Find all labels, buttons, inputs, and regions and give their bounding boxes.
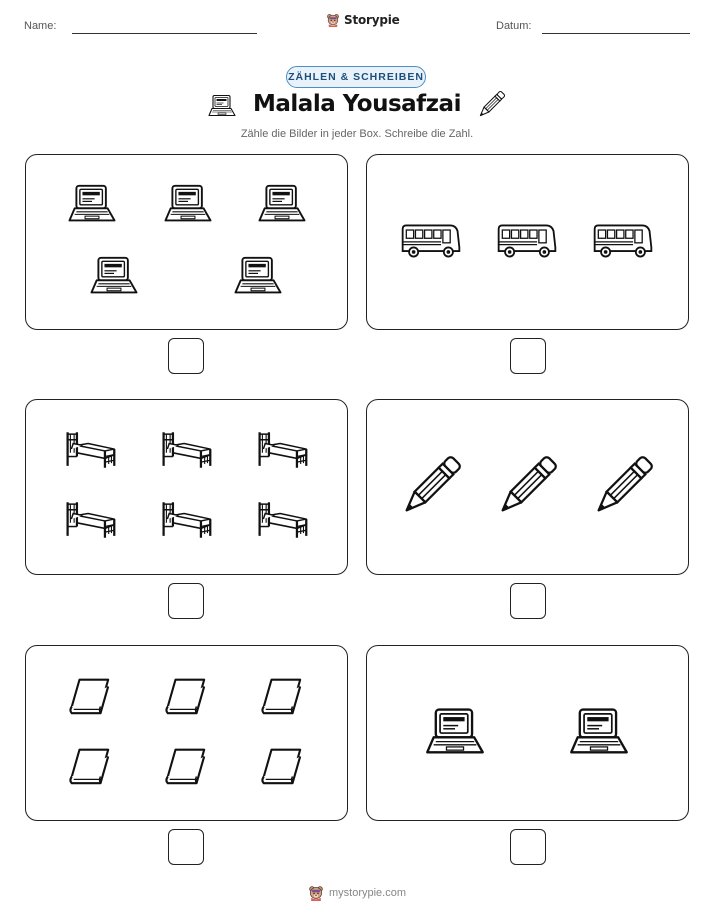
laptop-icon	[423, 704, 487, 760]
answer-box-2[interactable]	[510, 338, 546, 374]
bed-icon	[62, 428, 118, 472]
bed-icon	[158, 498, 214, 542]
instructions: Zähle die Bilder in jeder Box. Schreibe die Zahl.	[240, 128, 474, 140]
book-icon	[162, 744, 210, 788]
laptop-icon	[66, 181, 118, 227]
counting-panel-6	[366, 645, 689, 821]
laptop-icon	[567, 704, 631, 760]
counting-panel-5	[25, 645, 348, 821]
name-line[interactable]	[72, 33, 257, 34]
brand-logo	[326, 13, 400, 27]
name-label: Name:	[24, 20, 57, 32]
bed-icon	[254, 428, 310, 472]
school-bus-icon	[399, 221, 463, 261]
counting-panel-4	[366, 399, 689, 575]
bed-icon	[62, 498, 118, 542]
date-label: Datum:	[496, 20, 532, 32]
school-bus-icon	[495, 221, 559, 261]
bear-icon	[326, 13, 340, 27]
laptop-icon	[232, 253, 284, 299]
worksheet-type-badge: ZÄHLEN & SCHREIBEN	[286, 66, 426, 88]
brand-name: Storypie	[344, 13, 400, 27]
school-bus-icon	[591, 221, 655, 261]
laptop-icon	[256, 181, 308, 227]
bed-icon	[158, 428, 214, 472]
laptop-icon	[88, 253, 140, 299]
answer-box-4[interactable]	[510, 583, 546, 619]
book-icon	[258, 744, 306, 788]
pencil-icon	[493, 454, 559, 520]
answer-box-3[interactable]	[168, 583, 204, 619]
bear-icon	[308, 885, 324, 901]
page-title: Malala Yousafzai	[253, 91, 461, 117]
laptop-icon	[162, 181, 214, 227]
footer	[0, 885, 714, 901]
counting-panel-2	[366, 154, 689, 330]
pencil-icon	[476, 90, 506, 120]
answer-box-6[interactable]	[510, 829, 546, 865]
book-icon	[66, 744, 114, 788]
book-icon	[66, 674, 114, 718]
answer-box-1[interactable]	[168, 338, 204, 374]
counting-panel-3	[25, 399, 348, 575]
book-icon	[258, 674, 306, 718]
footer-url[interactable]: mystorypie.com	[328, 887, 407, 899]
pencil-icon	[397, 454, 463, 520]
answer-box-5[interactable]	[168, 829, 204, 865]
pencil-icon	[589, 454, 655, 520]
book-icon	[162, 674, 210, 718]
date-line[interactable]	[542, 33, 690, 34]
bed-icon	[254, 498, 310, 542]
counting-panel-1	[25, 154, 348, 330]
